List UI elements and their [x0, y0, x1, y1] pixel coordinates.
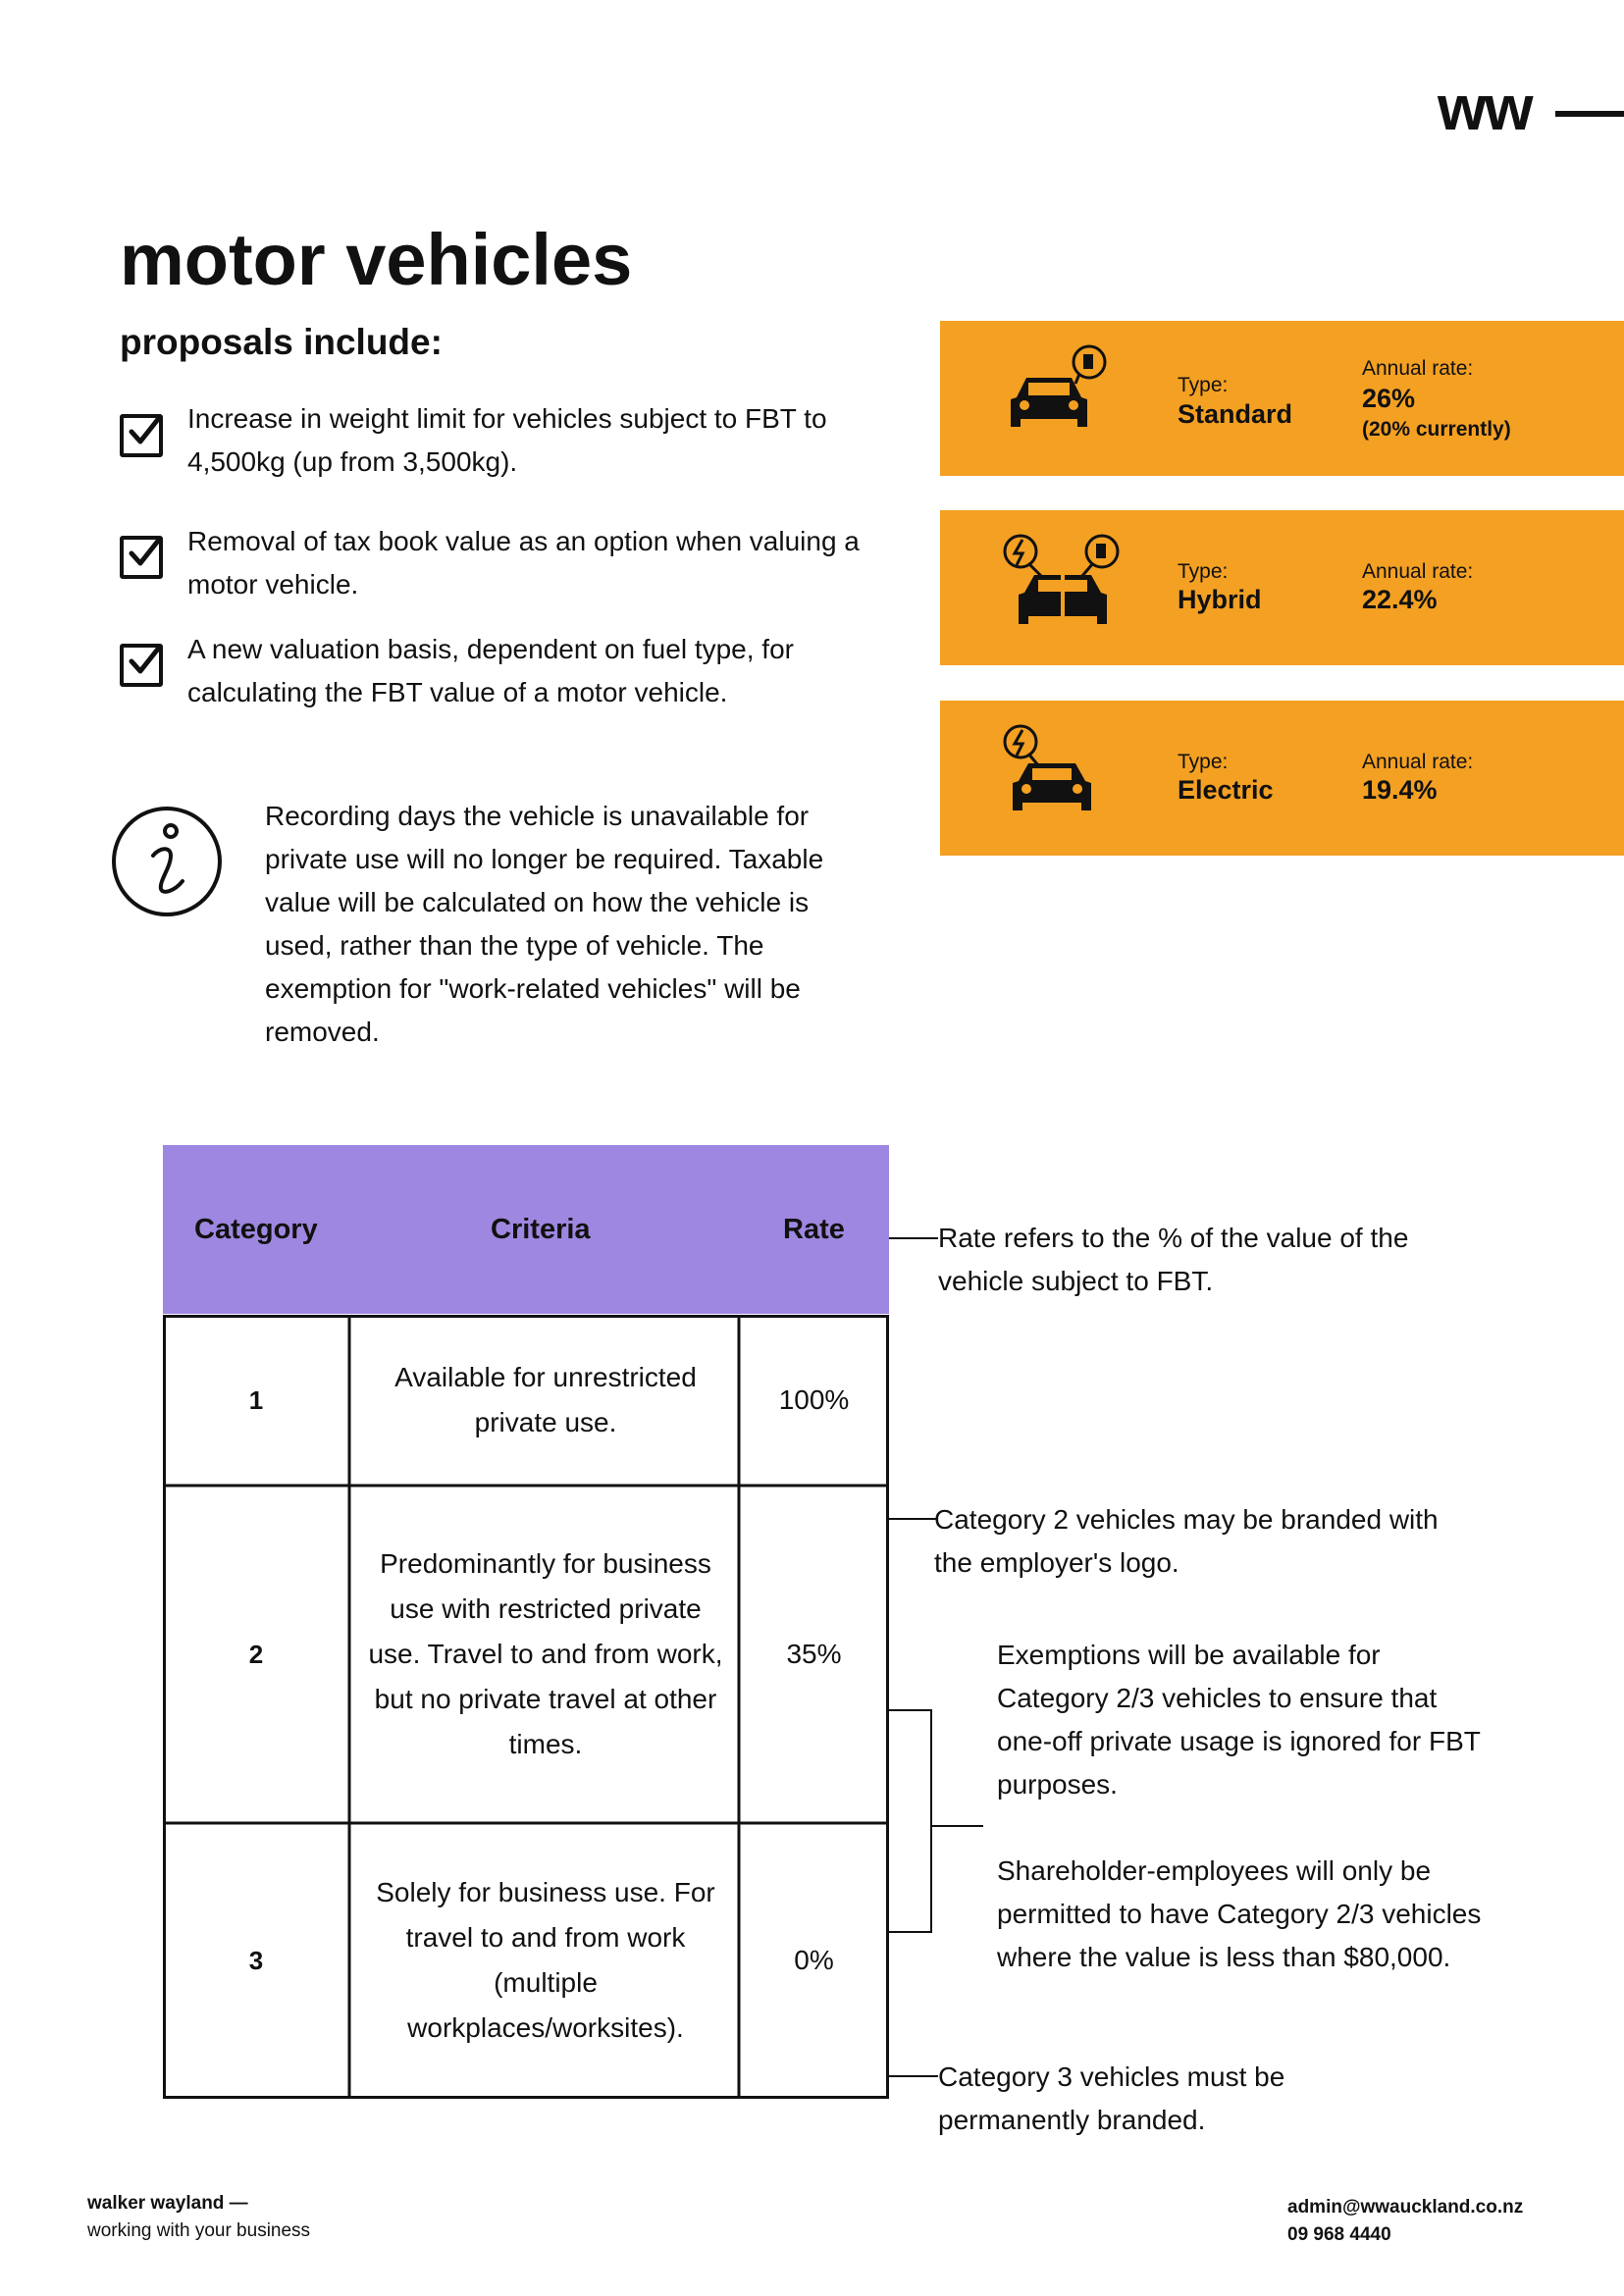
vehicle-rate-label: Annual rate:	[1362, 751, 1474, 773]
vehicle-rate: 22.4%	[1362, 585, 1438, 614]
table-row-1-criteria: Available for unrestricted private use.	[394, 1362, 697, 1437]
vehicle-rate-label: Annual rate:	[1362, 357, 1474, 380]
checkbox-icon	[120, 414, 163, 457]
fbt-category-table	[163, 1315, 889, 2098]
vehicle-rate: 26%	[1362, 384, 1416, 413]
table-row-1-category: 1	[248, 1385, 264, 1415]
note-category-2-branding: Category 2 vehicles may be branded with the employer's logo.	[934, 1504, 1439, 1578]
table-row-2-rate: 35%	[786, 1639, 842, 1669]
vehicle-type-label: Type:	[1178, 560, 1229, 583]
vehicle-card-standard	[940, 321, 1624, 476]
info-text: Recording days the vehicle is unavailable for private use will no longer be required. Taxable value will be calculated on how the vehicle is used, rather than the type of vehicle. The exemption for "work-related vehicles" will be removed.	[265, 801, 824, 1047]
info-icon	[110, 805, 224, 923]
table-row-2-criteria: Predominantly for business use with restricted private use. Travel to and from work, but no private travel at other times.	[368, 1548, 723, 1759]
footer-tagline: working with your business	[87, 2220, 311, 2241]
footer-company: walker wayland —	[87, 2193, 248, 2214]
page-subtitle: proposals include:	[120, 322, 443, 362]
proposal-item: Removal of tax book value as an option when valuing a motor vehicle.	[187, 526, 860, 600]
logo-rule	[1555, 111, 1624, 117]
proposal-item: Increase in weight limit for vehicles subject to FBT to 4,500kg (up from 3,500kg).	[187, 403, 827, 477]
page-title: motor vehicles	[120, 219, 633, 300]
vehicle-rate: 19.4%	[1362, 775, 1438, 805]
proposal-item: A new valuation basis, dependent on fuel type, for calculating the FBT value of a motor vehicle.	[187, 634, 794, 707]
vehicle-type-label: Type:	[1178, 751, 1229, 773]
note-shareholder-employees: Shareholder-employees will only be permitted to have Category 2/3 vehicles where the value is less than $80,000.	[997, 1855, 1482, 1972]
connector-line	[889, 1237, 938, 1239]
vehicle-rate-note: (20% currently)	[1362, 418, 1511, 441]
table-row-3-criteria: Solely for business use. For travel to and from work (multiple workplaces/worksites).	[376, 1877, 715, 2043]
vehicle-type: Electric	[1178, 775, 1274, 805]
vehicle-rate-label: Annual rate:	[1362, 560, 1474, 583]
footer-email[interactable]: admin@wwauckland.co.nz	[1287, 2197, 1524, 2218]
car-electric-icon	[999, 720, 1117, 833]
checkbox-icon	[120, 536, 163, 579]
table-row-1-rate: 100%	[778, 1384, 850, 1415]
vehicle-card-electric	[940, 701, 1624, 856]
brand-logo: ww	[1438, 73, 1532, 143]
vehicle-type: Standard	[1178, 399, 1293, 429]
car-hybrid-icon	[999, 530, 1126, 643]
note-rate: Rate refers to the % of the value of the vehicle subject to FBT.	[938, 1223, 1409, 1296]
vehicle-type: Hybrid	[1178, 585, 1262, 614]
column-header-category: Category	[194, 1214, 318, 1245]
note-category-3-branding: Category 3 vehicles must be permanently branded.	[938, 2061, 1285, 2135]
checkbox-icon	[120, 644, 163, 687]
table-row-2-category: 2	[248, 1640, 264, 1669]
connector-line	[889, 1709, 932, 1711]
table-header	[163, 1145, 889, 1314]
vehicle-type-label: Type:	[1178, 374, 1229, 396]
footer-phone: 09 968 4440	[1287, 2224, 1391, 2245]
column-header-rate: Rate	[783, 1214, 845, 1245]
connector-line	[889, 2075, 938, 2077]
column-header-criteria: Criteria	[491, 1214, 591, 1245]
table-row-3-category: 3	[248, 1946, 264, 1975]
connector-bracket	[930, 1709, 932, 1933]
vehicle-card-hybrid	[940, 510, 1624, 665]
table-row-3-rate: 0%	[794, 1945, 834, 1975]
car-fuel-icon	[999, 340, 1117, 453]
connector-line	[889, 1518, 936, 1520]
note-exemptions: Exemptions will be available for Category 2/3 vehicles to ensure that one-off private usage is ignored for FBT purposes.	[997, 1640, 1481, 1800]
connector-line	[889, 1931, 932, 1933]
connector-line	[932, 1825, 983, 1827]
